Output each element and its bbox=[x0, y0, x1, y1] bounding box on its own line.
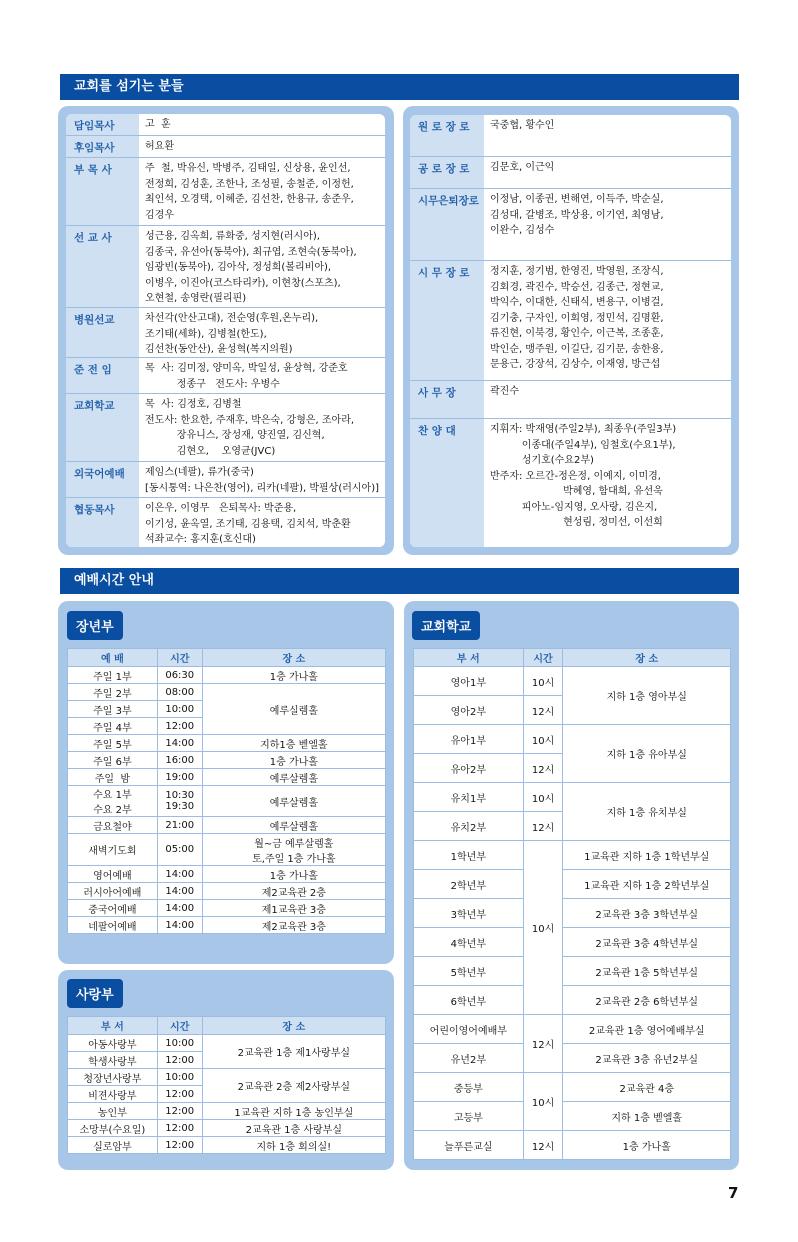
staff-names-line: 박인순, 맹주원, 이길단, 김기문, 송한용, bbox=[490, 343, 664, 355]
table-row bbox=[68, 786, 386, 817]
staff-names-line: 반주자: 오르간-정은정, 이예지, 이미경, bbox=[490, 470, 661, 482]
staff-row bbox=[66, 498, 385, 547]
table-cell: 중등부 bbox=[414, 1073, 524, 1102]
staff-names-line: 조기태(세화), 김병철(한도), bbox=[145, 328, 267, 340]
table-cell: 2학년부 bbox=[414, 870, 524, 899]
table-row bbox=[414, 841, 731, 870]
staff-names-line: 이병우, 이진아(코스타리카), 이현창(스포츠), bbox=[145, 277, 341, 289]
table-cell: 14:00 bbox=[157, 900, 202, 917]
staff-role-label: 담임목사 bbox=[66, 114, 139, 135]
table-row bbox=[414, 899, 731, 928]
table-cell: 주일 5부 bbox=[68, 735, 158, 752]
table-row bbox=[68, 1103, 386, 1120]
staff-names-line: 류진현, 이북경, 황인수, 이근복, 조종훈, bbox=[490, 328, 664, 339]
table-cell: 영아2부 bbox=[414, 696, 524, 725]
table-cell: 2교육관 3층 4학년부실 bbox=[563, 928, 731, 957]
staff-names-line: 김선찬(동안산), 윤성혁(복지의원) bbox=[145, 344, 293, 355]
column-header: 부 서 bbox=[68, 1017, 158, 1035]
column-header: 시간 bbox=[157, 1017, 202, 1035]
staff-names bbox=[139, 308, 385, 357]
table-cell: 주일 4부 bbox=[68, 718, 158, 735]
table-cell: 늘푸른교실 bbox=[414, 1131, 524, 1160]
table-cell: 주일 2부 bbox=[68, 684, 158, 701]
staff-names-line: 목 사: 김미정, 양미옥, 박일성, 윤상혁, 강준호 bbox=[145, 363, 348, 374]
table-row bbox=[68, 1069, 386, 1086]
table-cell: 지하 1층 유아부실 bbox=[563, 725, 731, 783]
staff-role-label: 사 무 장 bbox=[410, 381, 484, 418]
table-cell: 05:00 bbox=[157, 834, 202, 866]
table-cell: 21:00 bbox=[157, 817, 202, 834]
table-cell: 1학년부 bbox=[414, 841, 524, 870]
staff-names-line: 정종구 전도사: 우병수 bbox=[145, 378, 280, 390]
staff-names-line: 허요환 bbox=[145, 141, 174, 152]
staff-role-label: 부 목 사 bbox=[66, 158, 139, 225]
staff-names-line: 문용근, 강장석, 김상수, 이재영, 방근섭 bbox=[490, 359, 661, 370]
table-cell: 제1교육관 3층 bbox=[202, 900, 385, 917]
staff-right-panel bbox=[403, 106, 739, 555]
staff-names-line: 성근용, 김옥희, 류화중, 성지현(러시아), bbox=[145, 231, 320, 242]
staff-names-line: 전정희, 김성훈, 조한나, 조성필, 송철준, 이정헌, bbox=[145, 178, 354, 190]
table-cell: 06:30 bbox=[157, 667, 202, 684]
table-cell: 3학년부 bbox=[414, 899, 524, 928]
table-cell: 2교육관 4층 bbox=[563, 1073, 731, 1102]
table-cell: 12시 bbox=[523, 1131, 563, 1160]
table-row bbox=[68, 1035, 386, 1052]
staff-names-line: 임광빈(동북아), 김아삭, 정성희(볼리비아), bbox=[145, 262, 332, 273]
staff-role-label: 준 전 임 bbox=[66, 358, 139, 393]
table-cell: 주일 밤 bbox=[68, 769, 158, 786]
table-row bbox=[68, 769, 386, 786]
table-cell: 예루살렘홀 bbox=[202, 769, 385, 786]
table-cell: 제2교육관 3층 bbox=[202, 917, 385, 934]
staff-names-line: 김회경, 곽진수, 박승선, 김종근, 정현교, bbox=[490, 281, 664, 293]
column-header: 시간 bbox=[157, 649, 202, 667]
school-title: 교회학교 bbox=[412, 611, 480, 640]
table-cell: 제2교육관 2층 bbox=[202, 883, 385, 900]
table-cell: 10시 bbox=[523, 841, 563, 1015]
table-cell: 네팔어예배 bbox=[68, 917, 158, 934]
table-cell: 12:00 bbox=[157, 1086, 202, 1103]
table-cell: 지하 1층 회의실! bbox=[202, 1137, 385, 1154]
staff-names bbox=[139, 226, 385, 307]
staff-row bbox=[410, 115, 731, 157]
school-panel bbox=[404, 601, 739, 1170]
staff-role-label: 공 로 장 로 bbox=[410, 157, 484, 188]
staff-names-line: 고 훈 bbox=[145, 119, 171, 130]
staff-right-list bbox=[410, 115, 731, 547]
table-cell: 19:00 bbox=[157, 769, 202, 786]
staff-names-line: [동시통역: 나은찬(영어), 리카(네팔), 박필상(러시아)] bbox=[145, 482, 380, 494]
staff-names-line: 차선각(안산고대), 전순영(후원,온누리), bbox=[145, 313, 319, 324]
staff-row bbox=[66, 308, 385, 358]
table-cell: 유아1부 bbox=[414, 725, 524, 754]
staff-names bbox=[139, 114, 385, 135]
love-panel bbox=[58, 970, 394, 1170]
table-cell: 지하1층 벧엘홀 bbox=[202, 735, 385, 752]
staff-role-label: 시무은퇴장로 bbox=[410, 189, 484, 260]
table-cell: 1층 가나홀 bbox=[202, 752, 385, 769]
staff-names bbox=[139, 462, 385, 497]
table-row bbox=[414, 1044, 731, 1073]
staff-row bbox=[410, 189, 731, 261]
staff-names bbox=[484, 261, 731, 380]
staff-row bbox=[410, 419, 731, 547]
love-title: 사랑부 bbox=[67, 979, 123, 1008]
love-table bbox=[67, 1016, 386, 1154]
staff-names-line: 박혜영, 함대희, 유선욱 bbox=[490, 486, 663, 497]
table-cell: 농인부 bbox=[68, 1103, 158, 1120]
column-header: 장 소 bbox=[202, 1017, 385, 1035]
table-cell: 14:00 bbox=[157, 883, 202, 900]
table-row bbox=[68, 735, 386, 752]
adult-panel bbox=[58, 601, 394, 964]
staff-names-line: 이완수, 김성수 bbox=[490, 225, 555, 236]
table-cell: 4학년부 bbox=[414, 928, 524, 957]
table-cell: 12:00 bbox=[157, 718, 202, 735]
staff-names bbox=[484, 157, 731, 188]
table-cell: 10시 bbox=[523, 725, 563, 754]
column-header: 장 소 bbox=[202, 649, 385, 667]
table-row bbox=[414, 870, 731, 899]
table-row bbox=[414, 667, 731, 696]
table-cell: 12시 bbox=[523, 812, 563, 841]
staff-names-line: 이은우, 이영무 은퇴목사: 박준용, bbox=[145, 503, 297, 514]
column-header: 예 배 bbox=[68, 649, 158, 667]
staff-names-line: 국중협, 황수인 bbox=[490, 120, 555, 131]
staff-row bbox=[66, 226, 385, 308]
table-cell: 2교육관 1층 5학년부실 bbox=[563, 957, 731, 986]
staff-row bbox=[66, 158, 385, 226]
staff-names-line: 현성림, 정미선, 이선희 bbox=[490, 517, 663, 528]
table-cell: 청장년사랑부 bbox=[68, 1069, 158, 1086]
table-cell: 12:00 bbox=[157, 1137, 202, 1154]
table-row bbox=[68, 883, 386, 900]
table-cell: 12:00 bbox=[157, 1120, 202, 1137]
staff-names bbox=[139, 394, 385, 461]
table-row bbox=[68, 1137, 386, 1154]
staff-names-line: 이종대(주일4부), 임철호(수요1부), bbox=[490, 439, 676, 451]
staff-row bbox=[410, 157, 731, 189]
table-cell: 12시 bbox=[523, 696, 563, 725]
staff-names-line: 정지훈, 정기범, 한영진, 박영원, 조장식, bbox=[490, 266, 664, 277]
table-cell: 10:00 bbox=[157, 701, 202, 718]
staff-names bbox=[484, 419, 731, 547]
table-cell: 14:00 bbox=[157, 735, 202, 752]
staff-row bbox=[66, 394, 385, 462]
staff-names-line: 김문호, 이근익 bbox=[490, 162, 555, 173]
table-cell: 유년2부 bbox=[414, 1044, 524, 1073]
table-cell: 영아1부 bbox=[414, 667, 524, 696]
table-row bbox=[414, 986, 731, 1015]
table-row bbox=[414, 1131, 731, 1160]
table-cell: 2교육관 3층 유년2부실 bbox=[563, 1044, 731, 1073]
staff-role-label: 외국어예배 bbox=[66, 462, 139, 497]
staff-role-label: 선 교 사 bbox=[66, 226, 139, 307]
staff-role-label: 원 로 장 로 bbox=[410, 115, 484, 156]
adult-title: 장년부 bbox=[67, 611, 123, 640]
staff-names-line: 김종국, 유선아(동북아), 최규엽, 조현숙(동북아), bbox=[145, 246, 357, 258]
staff-names bbox=[139, 136, 385, 157]
table-cell: 14:00 bbox=[157, 917, 202, 934]
table-cell: 12시 bbox=[523, 754, 563, 783]
staff-names-line: 김현오, 오영균(JVC) bbox=[145, 445, 276, 457]
table-cell: 주일 6부 bbox=[68, 752, 158, 769]
page-number: 7 bbox=[728, 1184, 739, 1202]
column-header: 장 소 bbox=[563, 649, 731, 667]
table-cell: 10:30 19:30 bbox=[157, 786, 202, 817]
table-row bbox=[68, 834, 386, 866]
table-cell: 유치2부 bbox=[414, 812, 524, 841]
staff-names-line: 성기호(수요2부) bbox=[490, 455, 594, 466]
table-row bbox=[68, 752, 386, 769]
staff-names-line: 이정남, 이종권, 변해연, 이득주, 박순실, bbox=[490, 194, 664, 205]
table-cell: 10시 bbox=[523, 783, 563, 812]
staff-role-label: 후임목사 bbox=[66, 136, 139, 157]
table-row bbox=[414, 1015, 731, 1044]
table-cell: 1교육관 지하 1층 1학년부실 bbox=[563, 841, 731, 870]
staff-row bbox=[410, 381, 731, 419]
staff-role-label: 찬 양 대 bbox=[410, 419, 484, 547]
table-cell: 5학년부 bbox=[414, 957, 524, 986]
table-cell: 1층 가나홀 bbox=[563, 1131, 731, 1160]
table-row bbox=[414, 1102, 731, 1131]
table-cell: 1교육관 지하 1층 농인부실 bbox=[202, 1103, 385, 1120]
table-cell: 수요 1부 수요 2부 bbox=[68, 786, 158, 817]
school-table bbox=[413, 648, 731, 1160]
staff-names-line: 최인석, 오경택, 이혜준, 김선찬, 한용규, 송준우, bbox=[145, 194, 354, 205]
table-cell: 예루살렘홀 bbox=[202, 786, 385, 817]
table-cell: 10시 bbox=[523, 1073, 563, 1131]
table-cell: 새벽기도회 bbox=[68, 834, 158, 866]
table-cell: 10시 bbox=[523, 667, 563, 696]
staff-left-panel bbox=[58, 106, 394, 555]
table-cell: 12:00 bbox=[157, 1052, 202, 1069]
table-cell: 러시아어예배 bbox=[68, 883, 158, 900]
table-row bbox=[68, 667, 386, 684]
staff-names-line: 이기성, 윤옥열, 조기태, 김용택, 김치석, 박춘환 bbox=[145, 518, 351, 530]
table-cell: 주일 3부 bbox=[68, 701, 158, 718]
staff-names-line: 주 철, 박유신, 박병주, 김태일, 신상용, 윤인선, bbox=[145, 163, 351, 174]
adult-table bbox=[67, 648, 386, 934]
staff-names bbox=[484, 189, 731, 260]
staff-row bbox=[66, 114, 385, 136]
section-header-worship: 예배시간 안내 bbox=[60, 568, 739, 594]
staff-names-line: 전도사: 한요한, 주재후, 박은숙, 강형은, 조아라, bbox=[145, 414, 355, 426]
staff-left-list bbox=[66, 114, 385, 547]
table-cell: 6학년부 bbox=[414, 986, 524, 1015]
table-row bbox=[414, 725, 731, 754]
staff-names-line: 장유니스, 장성재, 양진열, 김신혁, bbox=[145, 430, 325, 441]
table-cell: 08:00 bbox=[157, 684, 202, 701]
table-row bbox=[68, 1120, 386, 1137]
table-row bbox=[414, 783, 731, 812]
table-cell: 16:00 bbox=[157, 752, 202, 769]
column-header: 시간 bbox=[523, 649, 563, 667]
table-cell: 어린이영어예배부 bbox=[414, 1015, 524, 1044]
table-row bbox=[68, 817, 386, 834]
table-cell: 예루실렘홀 bbox=[202, 684, 385, 735]
staff-names-line: 곽진수 bbox=[490, 386, 519, 397]
table-cell: 10:00 bbox=[157, 1035, 202, 1052]
table-cell: 영어예배 bbox=[68, 866, 158, 883]
table-cell: 지하 1층 벧엘홀 bbox=[563, 1102, 731, 1131]
staff-names-line: 제임스(네팔), 류가(중국) bbox=[145, 467, 254, 478]
table-row bbox=[68, 900, 386, 917]
table-cell: 2교육관 3층 3학년부실 bbox=[563, 899, 731, 928]
staff-role-label: 시 무 장 로 bbox=[410, 261, 484, 380]
table-cell: 2교육관 1층 제1사랑부실 bbox=[202, 1035, 385, 1069]
table-row bbox=[68, 866, 386, 883]
table-cell: 고등부 bbox=[414, 1102, 524, 1131]
table-cell: 12시 bbox=[523, 1015, 563, 1073]
table-cell: 1교육관 지하 1층 2학년부실 bbox=[563, 870, 731, 899]
table-cell: 주일 1부 bbox=[68, 667, 158, 684]
table-cell: 1층 가나홀 bbox=[202, 667, 385, 684]
table-cell: 예루살렘홀 bbox=[202, 817, 385, 834]
table-cell: 아동사랑부 bbox=[68, 1035, 158, 1052]
staff-row bbox=[410, 261, 731, 381]
staff-role-label: 협동목사 bbox=[66, 498, 139, 547]
table-cell: 12:00 bbox=[157, 1103, 202, 1120]
staff-row bbox=[66, 462, 385, 498]
table-cell: 10:00 bbox=[157, 1069, 202, 1086]
table-cell: 비젼사랑부 bbox=[68, 1086, 158, 1103]
staff-names-line: 목 사: 김정호, 김병철 bbox=[145, 399, 242, 410]
staff-names-line: 김기충, 구자인, 이회영, 정민석, 김명환, bbox=[490, 312, 664, 324]
staff-names-line: 석좌교수: 홍지훈(호신대) bbox=[145, 534, 256, 545]
column-header: 부 서 bbox=[414, 649, 524, 667]
table-cell: 소망부(수요일) bbox=[68, 1120, 158, 1137]
staff-names bbox=[139, 358, 385, 393]
table-cell: 2교육관 2층 제2사랑부실 bbox=[202, 1069, 385, 1103]
table-row bbox=[414, 928, 731, 957]
table-cell: 금요철야 bbox=[68, 817, 158, 834]
table-cell: 학생사랑부 bbox=[68, 1052, 158, 1069]
section-header-servants: 교회를 섬기는 분들 bbox=[60, 74, 739, 100]
table-cell: 2교육관 1층 사랑부실 bbox=[202, 1120, 385, 1137]
staff-names-line: 김경우 bbox=[145, 209, 174, 221]
table-cell: 유치1부 bbox=[414, 783, 524, 812]
table-cell: 지하 1층 영아부실 bbox=[563, 667, 731, 725]
table-row bbox=[414, 957, 731, 986]
staff-row bbox=[66, 358, 385, 394]
staff-names-line: 지휘자: 박재영(주일2부), 최종우(주일3부) bbox=[490, 424, 677, 435]
staff-row bbox=[66, 136, 385, 158]
staff-role-label: 병원선교 bbox=[66, 308, 139, 357]
staff-names bbox=[484, 381, 731, 418]
staff-names bbox=[484, 115, 731, 156]
table-cell: 실로암부 bbox=[68, 1137, 158, 1154]
staff-names bbox=[139, 498, 385, 547]
table-row bbox=[68, 917, 386, 934]
table-row bbox=[68, 684, 386, 701]
staff-role-label: 교회학교 bbox=[66, 394, 139, 461]
staff-names-line: 김성대, 갈병조, 박상용, 이기연, 최영남, bbox=[490, 209, 664, 221]
table-cell: 월~금 예루살렘홀 토,주일 1층 가나홀 bbox=[202, 834, 385, 866]
table-cell: 2교육관 2층 6학년부실 bbox=[563, 986, 731, 1015]
table-row bbox=[414, 1073, 731, 1102]
table-cell: 중국어예배 bbox=[68, 900, 158, 917]
table-cell: 지하 1층 유치부실 bbox=[563, 783, 731, 841]
staff-names bbox=[139, 158, 385, 225]
staff-names-line: 피아노-임지영, 오사랑, 김은지, bbox=[490, 501, 658, 513]
staff-names-line: 박익수, 이대한, 신태식, 변용구, 이병걸, bbox=[490, 297, 664, 308]
table-cell: 유아2부 bbox=[414, 754, 524, 783]
table-cell: 14:00 bbox=[157, 866, 202, 883]
staff-names-line: 오현철, 송영란(필리핀) bbox=[145, 293, 247, 304]
table-cell: 1층 가나홀 bbox=[202, 866, 385, 883]
table-cell: 2교육관 1층 영어예배부실 bbox=[563, 1015, 731, 1044]
